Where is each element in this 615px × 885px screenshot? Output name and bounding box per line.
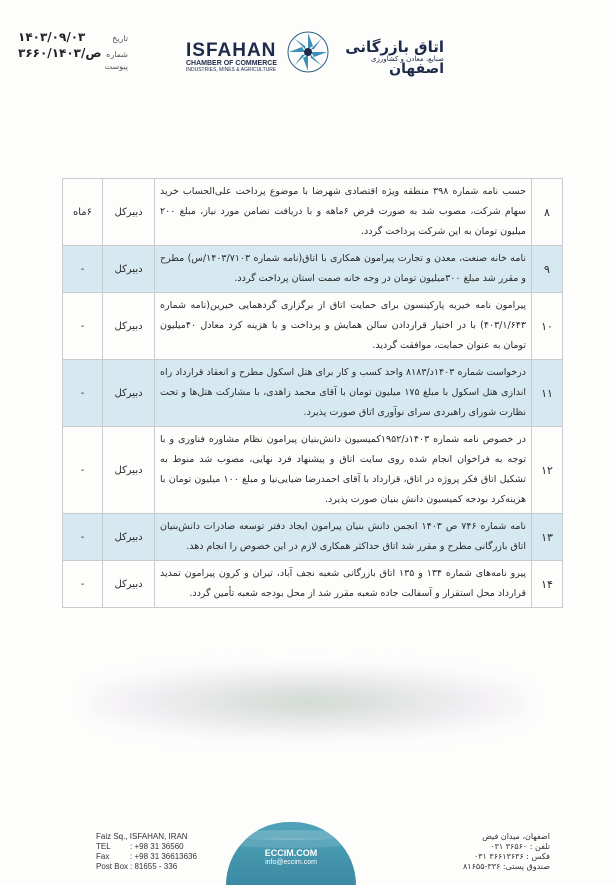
footer-pobox-fa: صندوق پستی: ۳۳۶-۸۱۶۵۵ bbox=[463, 862, 550, 871]
number-value: ۳۶۶۰/ص/۱۴۰۳ bbox=[18, 46, 102, 60]
number-row bbox=[18, 46, 128, 62]
footer-email-link[interactable]: info@eccim.com bbox=[265, 859, 317, 866]
attachment-label: پیوست bbox=[104, 62, 128, 71]
row-number: ۱۳ bbox=[531, 514, 562, 560]
row-number: ۱۴ bbox=[531, 561, 562, 607]
row-description: حسب نامه شماره ۳۹۸ منطقه ویژه اقتصادی شهرضا با موضوع پرداخت علی‌الحساب خرید سهام شرکت، مصوب شد به صورت قرض ۶ماهه و با دریافت تضامن مورد نیاز، مبلغ ۲۰۰ میلیون تومان به این شرکت پرداخت گردد. bbox=[154, 179, 531, 245]
row-description: نامه خانه صنعت، معدن و تجارت پیرامون همکاری با اتاق(نامه شماره ۱۴۰۳/۷۱۰۳/س) مطرح و مقرر شد مبلغ ۳۰۰میلیون تومان در وجه خانه صمت استان پرداخت گردد. bbox=[154, 246, 531, 292]
brand-en-line2: INDUSTRIES, MINES & AGRICULTURE bbox=[186, 67, 277, 73]
date-value: ۱۴۰۳/۰۹/۰۳ bbox=[18, 30, 86, 44]
footer-pobox-value: : 81655 - 336 bbox=[130, 862, 178, 871]
footer-fax-row bbox=[96, 852, 197, 862]
row-responsible: دبیرکل bbox=[102, 561, 154, 607]
table-row bbox=[63, 246, 562, 293]
footer-website-link[interactable]: ECCIM.COM bbox=[264, 848, 318, 858]
table-row bbox=[63, 293, 562, 360]
footer-fax-label: Fax bbox=[96, 852, 110, 861]
brand-persian bbox=[334, 38, 444, 77]
table-row bbox=[63, 514, 562, 561]
row-deadline: - bbox=[80, 464, 85, 476]
footer-tel-row bbox=[96, 842, 197, 852]
table-row bbox=[63, 427, 562, 514]
row-number: ۹ bbox=[531, 246, 562, 292]
footer-tel-value: : +98 31 36560 bbox=[130, 842, 184, 851]
row-description: پیرامون نامه خیریه پارکینسون برای حمایت اتاق از برگزاری گردهمایی خیرین(نامه شماره ۴۰۳/۱/۶۴۳) با در اختیار قراردادن سالن همایش و پرداخت و با هزینه کرد معادل ۴۰میلیون تومان به عنوان حمایت، موافقت گردید. bbox=[154, 293, 531, 359]
footer-address-en: Faiz Sq., ISFAHAN, IRAN bbox=[96, 832, 188, 841]
table-row bbox=[63, 360, 562, 427]
attachment-row bbox=[18, 62, 128, 78]
table-row bbox=[63, 179, 562, 246]
number-label: شماره bbox=[106, 50, 128, 59]
brand-english bbox=[186, 40, 286, 73]
row-responsible: دبیرکل bbox=[102, 293, 154, 359]
date-row bbox=[18, 30, 128, 46]
row-deadline: - bbox=[80, 531, 85, 543]
footer-contact-persian bbox=[430, 832, 550, 872]
row-description: نامه شماره ۷۴۶ ص ۱۴۰۳ انجمن دانش بنیان پیرامون ایجاد دفتر توسعه صادرات دانش‌بنیان اتاق بازرگانی مطرح و مقرر شد اتاق حداکثر همکاری لازم در این خصوص را انجام دهد. bbox=[154, 514, 531, 560]
row-number: ۸ bbox=[531, 179, 562, 245]
footer-web-badge bbox=[226, 822, 356, 885]
row-deadline: - bbox=[80, 263, 85, 275]
brand-en-line1: CHAMBER OF COMMERCE bbox=[186, 60, 277, 67]
row-number: ۱۱ bbox=[531, 360, 562, 426]
row-description: در خصوص نامه شماره ۱۴۰۳د/۱۹۵۲کمیسیون دانش‌بنیان پیرامون نظام مشاوره فناوری و با توجه به فراخوان انجام شده روی سایت اتاق و پیشنهاد فرد نهایی، مصوب شد منوط به تشکیل اتاق فکر پروژه در اتاق، قرارداد با آقای احمدرضا ضیایی‌نیا و مبلغ ۱۰۰ میلیون تومان با هزینه‌کرد بودجه کمیسیون دانش بنیان صورت پذیرد. bbox=[154, 427, 531, 513]
footer-tel-label: TEL bbox=[96, 842, 111, 851]
brand-fa-title: اتاق بازرگانی bbox=[345, 38, 444, 56]
footer-address-fa: اصفهان، میدان فیض bbox=[482, 832, 550, 841]
footer-fax-value: : +98 31 36613636 bbox=[130, 852, 197, 861]
row-responsible: دبیرکل bbox=[102, 179, 154, 245]
footer-pobox-row bbox=[96, 862, 197, 872]
row-description: پیرو نامه‌های شماره ۱۳۴ و ۱۳۵ اتاق بازرگانی شعبه نجف آباد، تیران و کرون پیرامون تمدید قرارداد محل استقرار و آسفالت جاده شعبه مقرر شد از محل بودجه شعبه تأمین گردد. bbox=[154, 561, 531, 607]
brand-fa-city: اصفهان bbox=[389, 61, 444, 77]
row-deadline: ۶ماه bbox=[72, 206, 93, 218]
footer-pobox-label: Post Box bbox=[96, 862, 129, 871]
row-deadline: - bbox=[80, 320, 85, 332]
letter-meta bbox=[18, 30, 128, 78]
date-label: تاریخ bbox=[112, 34, 128, 43]
row-responsible: دبیرکل bbox=[102, 427, 154, 513]
footer-contact-english bbox=[96, 832, 197, 872]
row-number: ۱۲ bbox=[531, 427, 562, 513]
brand-fa-line: صنایع، معادن و کشاورزی bbox=[370, 55, 444, 63]
chamber-logo-icon bbox=[286, 30, 330, 74]
row-description: درخواست شماره ۱۴۰۳د/۸۱۸۳ واحد کسب و کار برای هتل اسکول مطرح و انعقاد قرارداد راه اندازی هتل اسکول با مبلغ ۱۷۵ میلیون تومان با آقای محمد زاهدی، با مشارکت هتل‌ها و تحت نظارت شورای راهبردی سرای نوآوری اتاق صورت پذیرد. bbox=[154, 360, 531, 426]
row-responsible: دبیرکل bbox=[102, 360, 154, 426]
row-number: ۱۰ bbox=[531, 293, 562, 359]
brand-en-title: ISFAHAN bbox=[186, 40, 277, 61]
row-responsible: دبیرکل bbox=[102, 246, 154, 292]
row-responsible: دبیرکل bbox=[102, 514, 154, 560]
minutes-table bbox=[62, 178, 563, 608]
footer-fax-fa: فکس : ۳۶۶۱۳۶۳۶ ۰۳۱ bbox=[473, 852, 550, 861]
blurred-signature-area bbox=[88, 666, 528, 738]
table-row bbox=[63, 561, 562, 608]
row-deadline: - bbox=[80, 578, 85, 590]
footer-tel-fa: تلفن : ۳۶۵۶۰ ۰۳۱ bbox=[490, 842, 550, 851]
row-deadline: - bbox=[80, 387, 85, 399]
footer-wave-decoration bbox=[226, 838, 356, 848]
